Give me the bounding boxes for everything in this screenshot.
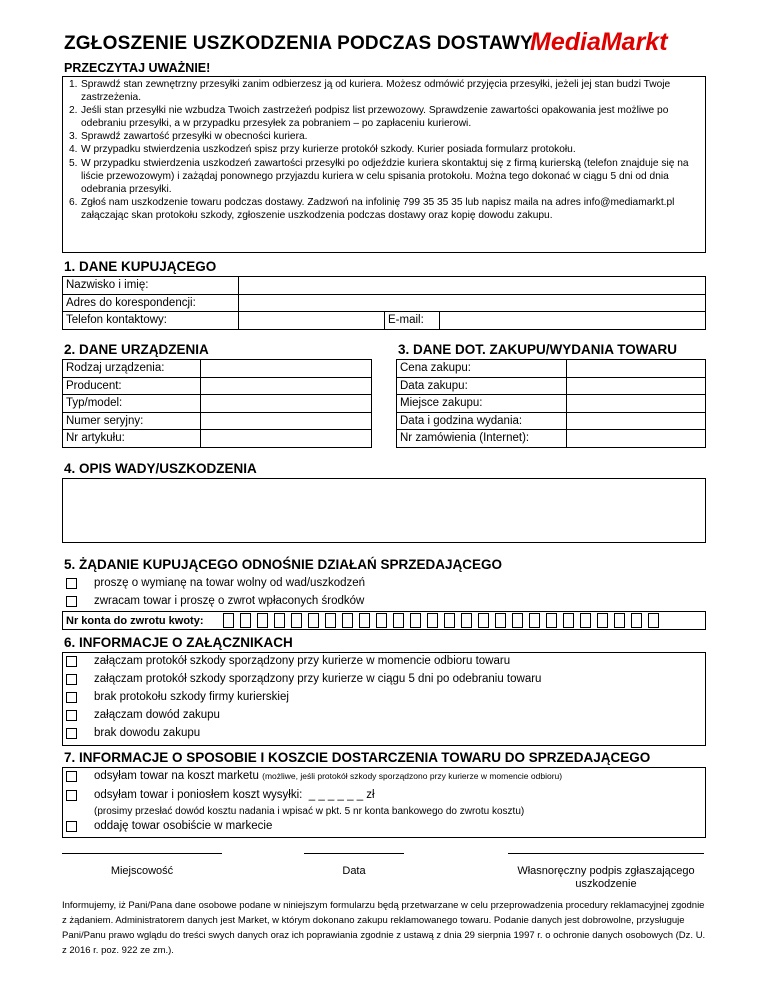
checkbox[interactable]: [66, 656, 77, 667]
device-field-label: Nr artykułu:: [63, 430, 201, 448]
buyer-name-label: Nazwisko i imię:: [63, 277, 239, 295]
demand-heading: 5. ŻĄDANIE KUPUJĄCEGO ODNOŚNIE DZIAŁAŃ SPRZEDAJĄCEGO: [64, 557, 503, 572]
demand-option-refund[interactable]: zwracam towar i proszę o zwrot wpłaconych środków: [66, 595, 364, 607]
buyer-address-label: Adres do korespondencji:: [63, 294, 239, 312]
purchase-field-label: Miejsce zakupu:: [397, 395, 567, 413]
date-label: Data: [342, 865, 366, 877]
purchase-field-input[interactable]: [567, 412, 706, 430]
date-line[interactable]: [304, 853, 404, 854]
instructions-box: [62, 76, 706, 253]
defect-description-field[interactable]: [62, 478, 706, 543]
checkbox[interactable]: [66, 710, 77, 721]
account-digit-cell[interactable]: [461, 613, 472, 628]
purchase-field-input[interactable]: [567, 395, 706, 413]
shipping-cost-field[interactable]: _ _ _ _ _ _: [308, 789, 364, 801]
purchase-field-label: Data i godzina wydania:: [397, 412, 567, 430]
account-digit-cell[interactable]: [648, 613, 659, 628]
delivery-option-personal[interactable]: oddaję towar osobiście w markecie: [66, 820, 272, 832]
attachment-option[interactable]: brak dowodu zakupu: [66, 727, 200, 739]
instruction-item: 1. Sprawdź stan zewnętrzny przesyłki zanim odbierzesz ją od kuriera. Możesz odmówić przyjęcia przesyłki, jeżeli jej stan budzi Twoje zastrzeżenia.: [69, 79, 671, 104]
attachment-option[interactable]: załączam dowód zakupu: [66, 709, 220, 721]
device-field-input[interactable]: [201, 430, 372, 448]
purchase-field-input[interactable]: [567, 360, 706, 378]
account-number-row: [62, 611, 706, 630]
attachment-option[interactable]: załączam protokół szkody sporządzony przy kurierze w ciągu 5 dni po odebraniu towaru: [66, 673, 541, 685]
instructions-heading: PRZECZYTAJ UWAŻNIE!: [64, 61, 211, 75]
demand-option-exchange[interactable]: proszę o wymianę na towar wolny od wad/uszkodzeń: [66, 577, 365, 589]
device-field-label: Producent:: [63, 377, 201, 395]
account-digit-cell[interactable]: [308, 613, 319, 628]
device-table: [62, 359, 372, 448]
checkbox[interactable]: [66, 692, 77, 703]
account-digit-cell[interactable]: [597, 613, 608, 628]
purchase-field-label: Nr zamówienia (Internet):: [397, 430, 567, 448]
account-digit-cell[interactable]: [631, 613, 642, 628]
instruction-item: 3. Sprawdź zawartość przesyłki w obecności kuriera.: [69, 131, 308, 143]
buyer-heading: 1. DANE KUPUJĄCEGO: [64, 259, 217, 274]
checkbox[interactable]: [66, 790, 77, 801]
account-digit-cell[interactable]: [529, 613, 540, 628]
page-title: ZGŁOSZENIE USZKODZENIA PODCZAS DOSTAWY: [64, 33, 533, 54]
account-digit-cell[interactable]: [478, 613, 489, 628]
device-field-label: Numer seryjny:: [63, 412, 201, 430]
delivery-heading: 7. INFORMACJE O SPOSOBIE I KOSZCIE DOSTARCZENIA TOWARU DO SPRZEDAJĄCEGO: [64, 750, 651, 765]
delivery-option-note: (prosimy przesłać dowód kosztu nadania i wpisać w pkt. 5 nr konta bankowego do zwrotu kosztu): [94, 806, 525, 817]
instruction-item: 2. Jeśli stan przesyłki nie wzbudza Twoich zastrzeżeń podpisz list przewozowy. Sprawdzenie zawartości opakowania jest możliwe po odebraniu przesyłki, a w przypadku przesyłek za pobraniem – po zapłaceniu kurierowi.: [69, 105, 669, 130]
purchase-table: [396, 359, 706, 448]
defect-heading: 4. OPIS WADY/USZKODZENIA: [64, 461, 257, 476]
account-digit-cell[interactable]: [342, 613, 353, 628]
device-field-input[interactable]: [201, 412, 372, 430]
account-digit-cell[interactable]: [393, 613, 404, 628]
account-number-label: Nr konta do zwrotu kwoty:: [66, 614, 204, 627]
delivery-option-market-cost[interactable]: odsyłam towar na koszt marketu (możliwe, jeśli protokół szkody sporządzono przy kurierze w momencie odbioru): [66, 770, 562, 782]
account-digit-cell[interactable]: [444, 613, 455, 628]
place-line[interactable]: [62, 853, 222, 854]
buyer-phone-field[interactable]: [239, 312, 385, 330]
attachments-heading: 6. INFORMACJE O ZAŁĄCZNIKACH: [64, 635, 293, 650]
device-field-label: Rodzaj urządzenia:: [63, 360, 201, 378]
account-number-cells[interactable]: [223, 613, 665, 628]
purchase-field-label: Data zakupu:: [397, 377, 567, 395]
account-digit-cell[interactable]: [223, 613, 234, 628]
account-digit-cell[interactable]: [325, 613, 336, 628]
account-digit-cell[interactable]: [495, 613, 506, 628]
buyer-email-label: E-mail:: [385, 312, 440, 330]
device-heading: 2. DANE URZĄDZENIA: [64, 342, 209, 357]
place-label: Miejscowość: [110, 865, 174, 877]
checkbox[interactable]: [66, 596, 77, 607]
device-field-label: Typ/model:: [63, 395, 201, 413]
privacy-notice: Informujemy, iż Pani/Pana dane osobowe podane w niniejszym formularzu będą przetwarzane w celu przeprowadzenia procedury reklamacyjnej zgodnie z żądaniem. Administratorem danych jest Market, w którym dokonano zakupu reklamowanego towaru. Podanie danych jest dobrowolne, przysługuje Pani/Panu prawo wglądu do treści swych danych oraz ich poprawiania zgodnie z ustawą z dnia 29 sierpnia 1997 r. o ochronie danych osobowych (Dz. U. z 2016 r. poz. 922 ze zm.).: [62, 900, 706, 956]
buyer-table: [62, 276, 706, 330]
buyer-phone-label: Telefon kontaktowy:: [63, 312, 239, 330]
device-field-input[interactable]: [201, 360, 372, 378]
purchase-field-input[interactable]: [567, 430, 706, 448]
account-digit-cell[interactable]: [376, 613, 387, 628]
account-digit-cell[interactable]: [563, 613, 574, 628]
purchase-field-label: Cena zakupu:: [397, 360, 567, 378]
account-digit-cell[interactable]: [257, 613, 268, 628]
attachment-option[interactable]: załączam protokół szkody sporządzony przy kurierze w momencie odbioru towaru: [66, 655, 510, 667]
device-field-input[interactable]: [201, 377, 372, 395]
instruction-item: 5. W przypadku stwierdzenia uszkodzeń zawartości przesyłki po odjeździe kuriera skontaktuj się z firmą kurierską (telefon znajduje się na liście przewozowym) i zażądaj ponownego przyjazdu kuriera w celu spisania protokołu. Można tego dokonać w ciągu 5 dni od dnia odebrania przesyłki.: [69, 157, 689, 195]
checkbox[interactable]: [66, 771, 77, 782]
signature-label: Własnoręczny podpis zgłaszającego uszkodzenie: [517, 865, 695, 890]
buyer-name-field[interactable]: [239, 277, 706, 295]
checkbox[interactable]: [66, 821, 77, 832]
instruction-item: 4. W przypadku stwierdzenia uszkodzeń spisz przy kurierze protokół szkody. Kurier posiada formularz protokołu.: [69, 144, 576, 156]
purchase-heading: 3. DANE DOT. ZAKUPU/WYDANIA TOWARU: [398, 342, 678, 357]
checkbox[interactable]: [66, 728, 77, 739]
account-digit-cell[interactable]: [274, 613, 285, 628]
account-digit-cell[interactable]: [614, 613, 625, 628]
signature-line[interactable]: [508, 853, 704, 854]
attachment-option[interactable]: brak protokołu szkody firmy kurierskiej: [66, 691, 289, 703]
account-digit-cell[interactable]: [427, 613, 438, 628]
checkbox[interactable]: [66, 674, 77, 685]
purchase-field-input[interactable]: [567, 377, 706, 395]
account-digit-cell[interactable]: [410, 613, 421, 628]
checkbox[interactable]: [66, 578, 77, 589]
mediamarkt-logo: [530, 24, 706, 60]
account-digit-cell[interactable]: [580, 613, 591, 628]
instruction-item: 6. Zgłoś nam uszkodzenie towaru podczas dostawy. Zadzwoń na infolinię 799 35 35 35 lub napisz maila na adres info@mediamarkt.pl załączając skan protokołu szkody, zgłoszenie uszkodzenia podczas dostawy oraz kopię dowodu zakupu.: [69, 196, 675, 221]
delivery-option-own-cost[interactable]: odsyłam towar i poniosłem koszt wysyłki: _ _ _ _ _ _ zł: [66, 789, 375, 801]
device-field-input[interactable]: [201, 395, 372, 413]
account-digit-cell[interactable]: [240, 613, 251, 628]
buyer-address-field[interactable]: [239, 294, 706, 312]
account-digit-cell[interactable]: [291, 613, 302, 628]
account-digit-cell[interactable]: [546, 613, 557, 628]
buyer-email-field[interactable]: [440, 312, 706, 330]
logo-text: MediaMarkt: [530, 28, 668, 56]
account-digit-cell[interactable]: [359, 613, 370, 628]
account-digit-cell[interactable]: [512, 613, 523, 628]
